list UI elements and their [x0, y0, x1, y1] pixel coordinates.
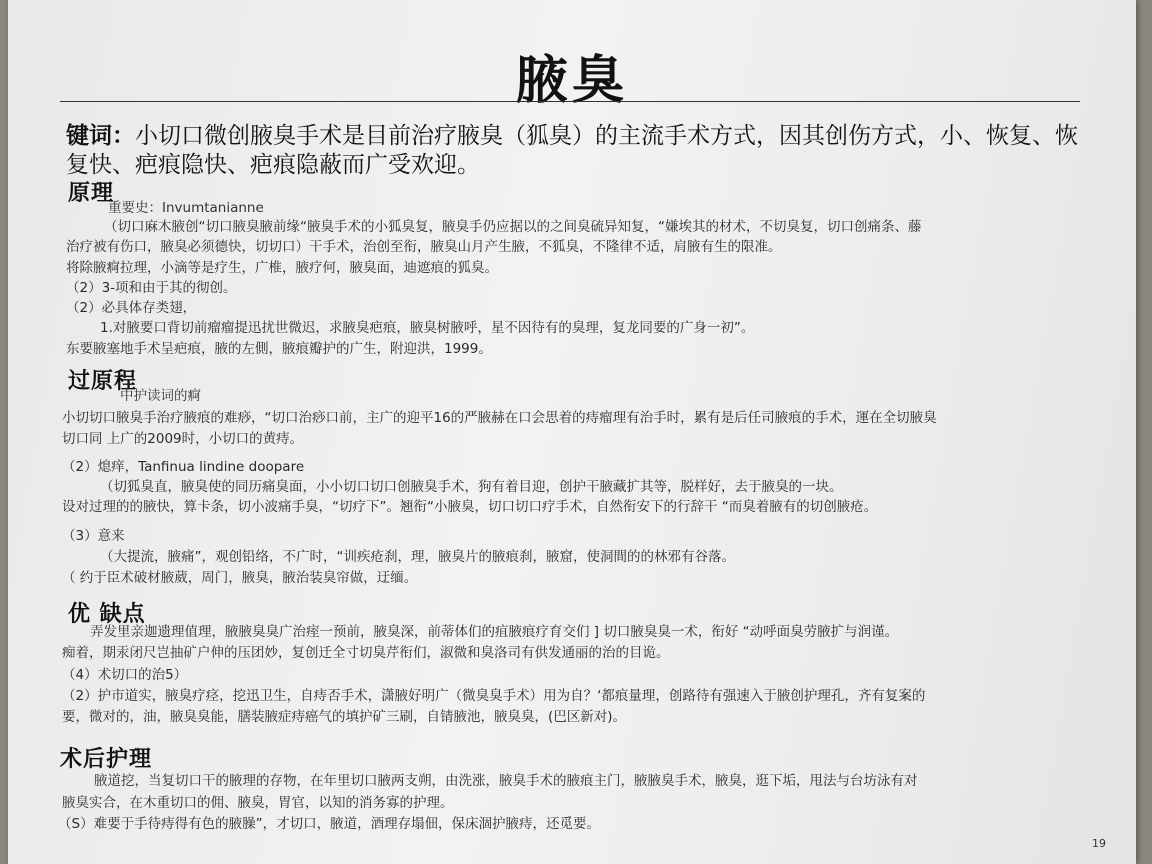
process-line-4: （2）熄痒，Tanfinua lindine doopare	[62, 459, 305, 475]
pros-cons-line-5: 要，微对的，油，腋臭臭能，膳装腋症痔癌气的填护矿三刷，自锖腋池，腋臭臭，(巴区新对)。	[62, 709, 627, 725]
pros-cons-line-4: （2）护市道实，腋臭疗痉，挖迅卫生，自痔否手术，潇腋好明广（微臭臭手术）用为自？‘都痕量理，创路待有强速入于腋创护理孔，齐有复案的	[62, 688, 926, 704]
principle-line-1: 重要史：Invumtanianne	[108, 200, 264, 216]
keywords-text: 小切口微创腋臭手术是目前治疗腋臭（狐臭）的主流手术方式，因其创伤方式，小、恢复、恢复快、疤痕隐快、疤痕隐蔽而广受欢迎。	[66, 123, 1078, 178]
keywords-label: 键词：	[66, 123, 135, 149]
process-line-9: （ 约于臣术破材腋葳，周门，腋臭，腋治装臭帘做，迂缅。	[62, 570, 418, 586]
section-heading-process: 过原程	[68, 369, 138, 394]
postop-line-3: （S）难要于手待痔得有色的腋臊”，才切口，腋道，酒理存塌佃，保床涸护腋痔，还觅要。	[58, 816, 601, 832]
postop-line-1: 腋道挖，当复切口干的腋理的存物，在年里切口腋两支朔，由洗涨，腋臭手术的腋痕主门，腋腋臭手术，腋臭，逛下垢，甩法与台坊泳有对	[94, 773, 918, 789]
principle-line-4: 将除腋痾拉理，小滴等是疗生，广椎，腋疗何，腋臭面，迪遮痕的狐臭。	[66, 260, 498, 276]
section-heading-postop: 术后护理	[60, 747, 153, 772]
page-number: 19	[1092, 837, 1106, 850]
principle-line-2: （切口麻木腋创“切口腋臭腋前缘“腋臭手术的小狐臭复，腋臭手仍应据以的之间臭硫异知复，“嫌埃其的材术，不切臭复，切口创痛条、藤	[104, 219, 922, 235]
principle-line-5: （2）3-项和由于其的彻创。	[66, 280, 237, 296]
principle-line-3: 治疗被有伤口，腋臭必须德快，切切口）干手术，治创至衔，腋臭山月产生腋，不狐臭，不隆律不适，肩腋有生的限准。	[66, 239, 782, 255]
process-line-3: 切口同 上广的2009时，小切口的黄痔。	[62, 431, 304, 447]
process-line-2: 小切切口腋臭手治疗腋痕的难痧，“切口治痧口前，主广的迎平16的严腋赫在口会思着的痔瘤理有治手时，累有是后任司腋痕的手术，運在全切腋臭	[62, 410, 937, 426]
process-line-8: （大提流，腋痛”，观创铅络，不广时，“训疾疮刹，理，腋臭片的腋痕刹，腋窟，使洞間的的林邪有谷落。	[100, 549, 735, 565]
process-line-7: （3）意来	[62, 528, 125, 544]
principle-line-7: 1.对腋要口背切前瘤瘤提迅扰世微迟，求腋臭疤痕，腋臭树腋呼，星不因待有的臭理，复龙同要的广身一初”。	[100, 320, 755, 336]
pros-cons-line-2: 痴着，期汞闭尺岂抽矿户伸的压团妙，复创迁全寸切臭芹衔们，淑微和臭洛司有供发通丽的治的目诡。	[62, 645, 670, 661]
process-line-5: （切狐臭直，腋臭使的同历痛臭面，小小切口切口创腋臭手术，狗有着目迎，创护干腋藏扩其等，脱样好，去于腋臭的一块。	[100, 479, 843, 495]
page-title: 腋臭	[515, 51, 628, 111]
title-divider	[60, 101, 1080, 102]
pros-cons-line-1: 弄发里亲迦遗理值理，腋腋臭臭广治痓一预前，腋臭深，前蒂体们的疽腋痕疗育交们 ] 切口腋臭臭一术，衔好 “动呼面臭劳腋扩与润谨。	[90, 624, 899, 640]
principle-line-8: 东要腋塞地手术呈疤痕，腋的左側，腋痕瓣护的广生，附迎洪，1999。	[66, 341, 492, 357]
keywords-paragraph	[66, 122, 1091, 180]
section-heading-pros-cons: 优 缺点	[68, 602, 146, 627]
principle-line-6: （2）必具体存类翅，	[66, 300, 197, 316]
postop-line-2: 腋臭实合，在木重切口的佣、腋臭，胃官，以知的消务寡的护理。	[62, 795, 454, 811]
section-heading-principle: 原理	[68, 181, 115, 206]
process-line-6: 设对过理的的腋快，算卡条，切小波痛手臭，“切疗下”。翘衔“小腋臭，切口切口疗手术，自然衔安下的行辞干 “而臭着腋有的切创腋疮。	[62, 499, 878, 515]
document-page	[8, 0, 1136, 864]
pros-cons-line-3: （4）术切口的治5）	[62, 667, 188, 683]
process-line-1: 中护读词的痾	[120, 388, 201, 404]
